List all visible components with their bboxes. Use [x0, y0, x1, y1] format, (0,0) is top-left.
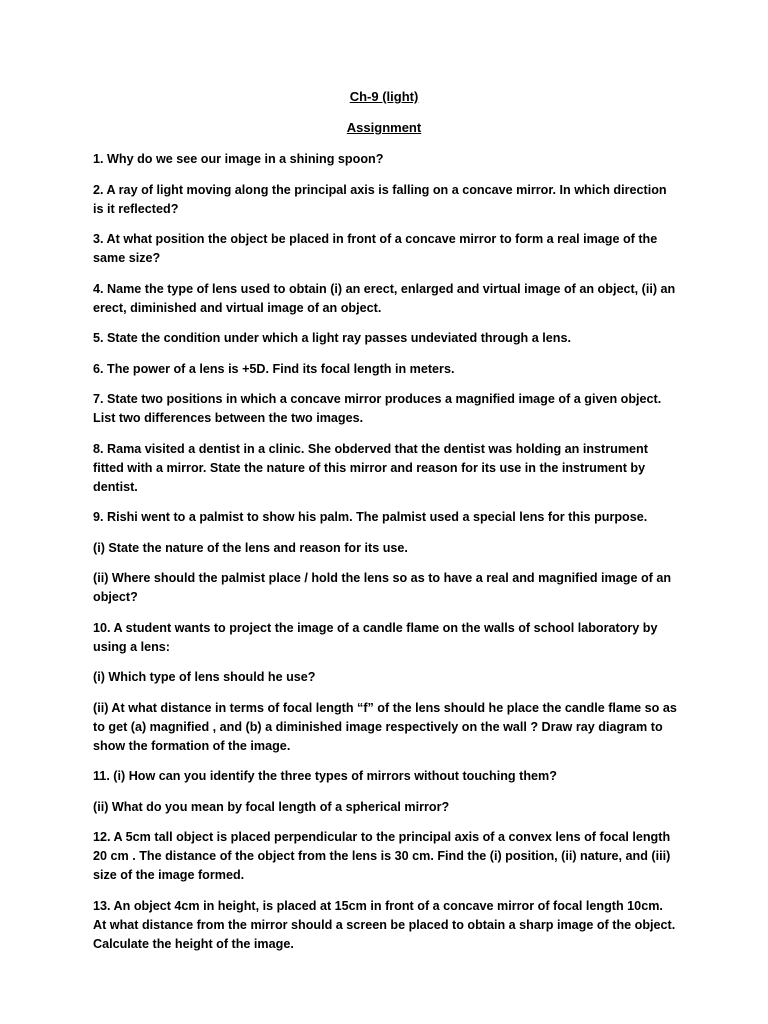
- question-7: 7. State two positions in which a concave mirror produces a magnified image of a given object. List two differences between the two images.: [93, 392, 662, 425]
- question-2: 2. A ray of light moving along the principal axis is falling on a concave mirror. In which direction is it reflected?: [93, 182, 667, 216]
- question-11-part-ii: (ii) What do you mean by focal length of a spherical mirror?: [93, 799, 450, 814]
- question-list: [93, 150, 678, 965]
- assignment-title: Assignment: [346, 120, 422, 135]
- chapter-title: Ch-9 (light): [349, 89, 419, 104]
- question-9-part-i: (i) State the nature of the lens and reason for its use.: [93, 540, 408, 555]
- question-9-part-ii: (ii) Where should the palmist place / hold the lens so as to have a real and magnified image of an object?: [93, 571, 672, 604]
- question-1: 1. Why do we see our image in a shining spoon?: [93, 152, 384, 166]
- question-11-part-i: 11. (i) How can you identify the three types of mirrors without touching them?: [93, 769, 557, 783]
- question-12: 12. A 5cm tall object is placed perpendicular to the principal axis of a convex lens of focal length 20 cm . The distance of the object from the lens is 30 cm. Find the (i) position, (ii) nature, and (iii) size of the image formed.: [93, 830, 671, 882]
- question-9: 9. Rishi went to a palmist to show his palm. The palmist used a special lens for this purpose.: [93, 510, 648, 524]
- question-6: 6. The power of a lens is +5D. Find its focal length in meters.: [93, 361, 455, 376]
- question-3: 3. At what position the object be placed in front of a concave mirror to form a real image of the same size?: [93, 232, 658, 265]
- question-10-part-i: (i) Which type of lens should he use?: [93, 670, 316, 684]
- question-10: 10. A student wants to project the image of a candle flame on the walls of school laboratory by using a lens:: [93, 620, 658, 654]
- question-10-part-ii: (ii) At what distance in terms of focal length “f” of the lens should he place the candle flame so as to get (a) magnified , and (b) a diminished image respectively on the wall ? Draw ray diagram to show the formation of the image.: [93, 700, 677, 753]
- question-8: 8. Rama visited a dentist in a clinic. She obderved that the dentist was holding an instrument fitted with a mirror. State the nature of this mirror and reason for its use in the instrument by dentist.: [93, 441, 648, 494]
- question-13: 13. An object 4cm in height, is placed at 15cm in front of a concave mirror of focal length 10cm. At what distance from the mirror should a screen be placed to obtain a sharp image of the object. Calculate the height of the image.: [93, 898, 676, 951]
- question-5: 5. State the condition under which a light ray passes undeviated through a lens.: [93, 331, 571, 345]
- question-4: 4. Name the type of lens used to obtain (i) an erect, enlarged and virtual image of an object, (ii) an erect, diminished and virtual image of an object.: [93, 281, 676, 315]
